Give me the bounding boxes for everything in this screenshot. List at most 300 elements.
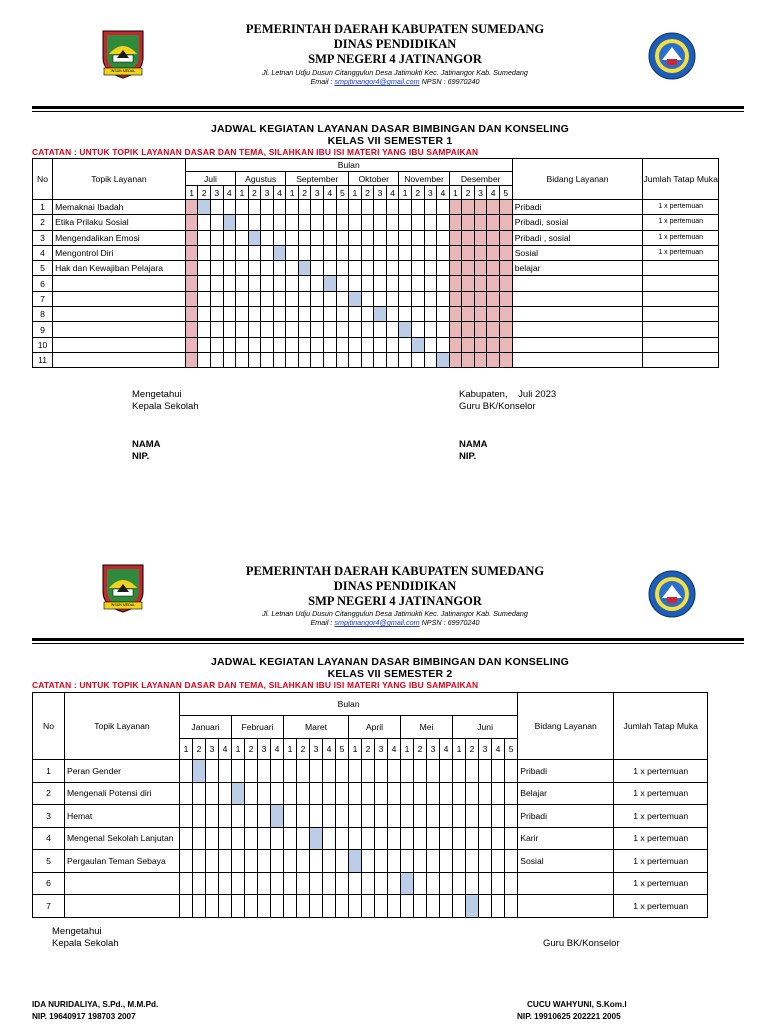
schedule-cell <box>401 805 414 828</box>
row-bidang: Sosial <box>518 850 614 873</box>
week-number: 3 <box>310 739 323 760</box>
row-jumlah: 1 x pertemuan <box>643 230 719 245</box>
month-header: Februari <box>232 716 284 739</box>
schedule-cell <box>474 215 487 230</box>
schedule-cell <box>388 872 401 895</box>
schedule-cell <box>185 230 198 245</box>
schedule-cell <box>361 322 374 337</box>
row-jumlah: 1 x pertemuan <box>614 782 708 805</box>
week-number: 1 <box>180 739 193 760</box>
schedule-cell <box>399 276 412 291</box>
schedule-cell <box>324 322 337 337</box>
schedule-cell <box>399 352 412 367</box>
schedule-cell <box>411 200 424 215</box>
schedule-cell <box>180 805 193 828</box>
row-number: 10 <box>33 337 53 352</box>
row-number: 7 <box>33 291 53 306</box>
email-link[interactable]: smpjtinangor4@gmail.com <box>334 77 420 86</box>
email-link-2[interactable]: smpjtinangor4@gmail.com <box>334 618 420 627</box>
table-row <box>33 291 719 306</box>
schedule-cell <box>492 760 505 783</box>
schedule-cell <box>248 276 261 291</box>
npsn: NPSN : 69970240 <box>421 77 480 86</box>
schedule-cell <box>210 337 223 352</box>
row-bidang <box>518 872 614 895</box>
schedule-cell <box>236 200 249 215</box>
table-row <box>33 805 708 828</box>
schedule-cell <box>505 805 518 828</box>
schedule-cell <box>427 805 440 828</box>
schedule-cell <box>298 322 311 337</box>
table-row <box>33 782 708 805</box>
week-number: 4 <box>323 739 336 760</box>
schedule-cell <box>245 850 258 873</box>
schedule-cell <box>361 200 374 215</box>
schedule-cell <box>185 291 198 306</box>
schedule-cell <box>273 245 286 260</box>
schedule-cell <box>324 245 337 260</box>
schedule-cell <box>298 230 311 245</box>
schedule-cell <box>427 872 440 895</box>
row-jumlah: 1 x pertemuan <box>614 760 708 783</box>
schedule-cell <box>466 895 479 918</box>
table-row <box>33 895 708 918</box>
schedule-cell <box>232 895 245 918</box>
week-number: 4 <box>388 739 401 760</box>
schedule-cell <box>311 322 324 337</box>
schedule-cell <box>311 352 324 367</box>
schedule-cell <box>324 276 337 291</box>
schedule-cell <box>474 322 487 337</box>
row-bidang: Pribadi <box>518 760 614 783</box>
schedule-cell <box>349 827 362 850</box>
s2-sign-right-nip: NIP. 19910625 202221 2005 <box>517 1012 621 1021</box>
header-department: DINAS PENDIDIKAN <box>333 37 457 51</box>
schedule-cell <box>411 261 424 276</box>
schedule-cell <box>437 352 450 367</box>
schedule-cell <box>375 782 388 805</box>
schedule-cell <box>185 245 198 260</box>
s1-sign-left-nip: NIP. <box>132 451 150 462</box>
schedule-cell <box>474 276 487 291</box>
schedule-cell <box>223 322 236 337</box>
row-topic <box>53 337 186 352</box>
schedule-cell <box>437 291 450 306</box>
schedule-cell <box>258 827 271 850</box>
week-number: 4 <box>324 186 337 200</box>
schedule-cell <box>414 850 427 873</box>
schedule-cell <box>440 895 453 918</box>
s2-sign-left-nip: NIP. 19640917 198703 2007 <box>32 1012 136 1021</box>
schedule-cell <box>185 215 198 230</box>
schedule-cell <box>462 215 475 230</box>
schedule-cell <box>223 352 236 367</box>
schedule-cell <box>297 895 310 918</box>
schedule-cell <box>245 782 258 805</box>
schedule-cell <box>349 215 362 230</box>
row-bidang: belajar <box>512 261 643 276</box>
schedule-cell <box>273 307 286 322</box>
week-number: 2 <box>198 186 211 200</box>
row-number: 11 <box>33 352 53 367</box>
row-topic: Mengenali Potensi diri <box>65 782 180 805</box>
col-bulan-header: Bulan <box>185 159 512 172</box>
schedule-cell <box>487 230 500 245</box>
schedule-cell <box>399 245 412 260</box>
week-number: 3 <box>474 186 487 200</box>
schedule-cell <box>499 276 512 291</box>
s1-sign-right-1: Kabupaten, Juli 2023 <box>459 389 557 400</box>
week-number: 2 <box>361 186 374 200</box>
schedule-cell <box>424 245 437 260</box>
schedule-cell <box>311 337 324 352</box>
schedule-cell <box>248 200 261 215</box>
schedule-cell <box>386 200 399 215</box>
row-bidang <box>512 322 643 337</box>
schedule-cell <box>487 291 500 306</box>
row-bidang <box>512 276 643 291</box>
schedule-cell <box>466 782 479 805</box>
week-number: 2 <box>193 739 206 760</box>
col-topic-header: Topik Layanan <box>53 159 186 200</box>
schedule-cell <box>427 827 440 850</box>
schedule-cell <box>361 307 374 322</box>
schedule-cell <box>349 200 362 215</box>
schedule-cell <box>349 230 362 245</box>
schedule-cell <box>479 895 492 918</box>
schedule-cell <box>324 352 337 367</box>
schedule-cell <box>185 352 198 367</box>
row-bidang: Pribadi <box>512 200 643 215</box>
schedule-cell <box>449 261 462 276</box>
schedule-cell <box>310 827 323 850</box>
week-number: 2 <box>462 186 475 200</box>
col-bulan-header: Bulan <box>180 693 518 716</box>
row-jumlah <box>643 291 719 306</box>
schedule-cell <box>492 827 505 850</box>
schedule-cell <box>210 230 223 245</box>
schedule-cell <box>248 291 261 306</box>
schedule-cell <box>232 827 245 850</box>
schedule-cell <box>424 276 437 291</box>
schedule-cell <box>206 805 219 828</box>
schedule-cell <box>198 245 211 260</box>
table-row <box>33 215 719 230</box>
schedule-cell <box>284 872 297 895</box>
schedule-cell <box>349 261 362 276</box>
schedule-cell <box>284 827 297 850</box>
schedule-cell <box>336 895 349 918</box>
schedule-cell <box>273 200 286 215</box>
row-jumlah: 1 x pertemuan <box>614 872 708 895</box>
row-bidang: Pribadi , sosial <box>512 230 643 245</box>
schedule-cell <box>219 827 232 850</box>
schedule-cell <box>374 215 387 230</box>
s2-sign-left-name: IDA NURIDALIYA, S.Pd., M.M.Pd. <box>32 1000 159 1009</box>
schedule-cell <box>298 245 311 260</box>
schedule-cell <box>474 200 487 215</box>
schedule-cell <box>349 760 362 783</box>
schedule-cell <box>399 230 412 245</box>
schedule-cell <box>401 850 414 873</box>
schedule-cell <box>462 322 475 337</box>
schedule-cell <box>311 291 324 306</box>
row-jumlah <box>643 322 719 337</box>
schedule-cell <box>286 245 299 260</box>
s1-sign-right-2: Guru BK/Konselor <box>459 401 536 412</box>
schedule-cell <box>374 307 387 322</box>
schedule-cell <box>499 307 512 322</box>
schedule-cell <box>462 276 475 291</box>
schedule-cell <box>466 872 479 895</box>
row-topic: Hemat <box>65 805 180 828</box>
schedule-cell <box>499 291 512 306</box>
schedule-cell <box>449 200 462 215</box>
schedule-cell <box>487 337 500 352</box>
schedule-cell <box>349 872 362 895</box>
schedule-cell <box>310 850 323 873</box>
schedule-cell <box>324 291 337 306</box>
header-school: SMP NEGERI 4 JATINANGOR <box>308 52 482 66</box>
schedule-cell <box>185 261 198 276</box>
schedule-cell <box>361 337 374 352</box>
schedule-cell <box>374 352 387 367</box>
schedule-cell <box>375 872 388 895</box>
schedule-cell <box>336 245 349 260</box>
s1-sign-left-2: Kepala Sekolah <box>132 401 199 412</box>
schedule-cell <box>336 276 349 291</box>
schedule-cell <box>232 805 245 828</box>
schedule-cell <box>424 322 437 337</box>
week-number: 3 <box>375 739 388 760</box>
schedule-cell <box>487 276 500 291</box>
row-number: 3 <box>33 230 53 245</box>
week-number: 4 <box>223 186 236 200</box>
schedule-cell <box>374 337 387 352</box>
section2-subtitle: KELAS VII SEMESTER 2 <box>327 668 453 680</box>
schedule-cell <box>236 352 249 367</box>
row-topic: Mengontrol Diri <box>53 245 186 260</box>
week-number: 1 <box>236 186 249 200</box>
row-bidang: Sosial <box>512 245 643 260</box>
week-number: 2 <box>297 739 310 760</box>
schedule-cell <box>336 352 349 367</box>
npsn-2: NPSN : 69970240 <box>421 618 480 627</box>
week-number: 3 <box>427 739 440 760</box>
row-bidang <box>512 337 643 352</box>
table-row <box>33 200 719 215</box>
row-jumlah: 1 x pertemuan <box>643 245 719 260</box>
header2-contact <box>150 618 640 628</box>
schedule-cell <box>362 760 375 783</box>
schedule-cell <box>258 805 271 828</box>
schedule-cell <box>232 760 245 783</box>
schedule-cell <box>271 850 284 873</box>
schedule-cell <box>180 760 193 783</box>
header2-address: Jl. Letnan Udju Dusun Citanggulun Desa Jatimukti Kec. Jatinangor Kab. Sumedang <box>262 609 528 618</box>
row-topic <box>53 322 186 337</box>
row-topic: Mengenal Sekolah Lanjutan <box>65 827 180 850</box>
week-number: 3 <box>479 739 492 760</box>
schedule-cell <box>336 322 349 337</box>
schedule-cell <box>492 895 505 918</box>
schedule-cell <box>349 322 362 337</box>
schedule-cell <box>271 782 284 805</box>
week-number: 1 <box>349 739 362 760</box>
schedule-cell <box>248 322 261 337</box>
week-number: 1 <box>399 186 412 200</box>
schedule-cell <box>399 200 412 215</box>
schedule-cell <box>375 895 388 918</box>
schedule-cell <box>236 291 249 306</box>
schedule-cell <box>479 827 492 850</box>
schedule-cell <box>223 307 236 322</box>
row-number: 1 <box>33 200 53 215</box>
schedule-cell <box>232 782 245 805</box>
schedule-cell <box>449 352 462 367</box>
schedule-cell <box>310 805 323 828</box>
schedule-cell <box>261 200 274 215</box>
schedule-cell <box>449 307 462 322</box>
week-number: 4 <box>437 186 450 200</box>
schedule-cell <box>198 307 211 322</box>
schedule-cell <box>386 276 399 291</box>
schedule-cell <box>449 245 462 260</box>
schedule-cell <box>180 850 193 873</box>
schedule-cell <box>487 322 500 337</box>
schedule-cell <box>374 200 387 215</box>
schedule-cell <box>210 276 223 291</box>
schedule-cell <box>492 805 505 828</box>
schedule-cell <box>286 337 299 352</box>
schedule-cell <box>323 895 336 918</box>
schedule-cell <box>349 337 362 352</box>
table-row <box>33 245 719 260</box>
schedule-cell <box>453 872 466 895</box>
schedule-cell <box>401 760 414 783</box>
schedule-cell <box>374 291 387 306</box>
table-row <box>33 322 719 337</box>
schedule-cell <box>474 261 487 276</box>
schedule-cell <box>297 827 310 850</box>
schedule-cell <box>361 352 374 367</box>
schedule-cell <box>311 200 324 215</box>
schedule-cell <box>479 872 492 895</box>
schedule-cell <box>180 782 193 805</box>
schedule-cell <box>210 291 223 306</box>
schedule-cell <box>210 200 223 215</box>
schedule-cell <box>206 872 219 895</box>
schedule-cell <box>386 352 399 367</box>
schedule-cell <box>440 850 453 873</box>
schedule-cell <box>479 805 492 828</box>
schedule-table-semester1 <box>32 158 719 368</box>
schedule-cell <box>414 872 427 895</box>
schedule-cell <box>223 261 236 276</box>
row-bidang <box>512 291 643 306</box>
row-number: 7 <box>33 895 65 918</box>
schedule-cell <box>206 895 219 918</box>
schedule-cell <box>411 291 424 306</box>
schedule-cell <box>453 850 466 873</box>
schedule-cell <box>210 215 223 230</box>
schedule-cell <box>311 307 324 322</box>
schedule-cell <box>193 850 206 873</box>
row-number: 1 <box>33 760 65 783</box>
schedule-cell <box>232 850 245 873</box>
schedule-cell <box>271 760 284 783</box>
schedule-cell <box>437 337 450 352</box>
schedule-cell <box>248 230 261 245</box>
schedule-cell <box>324 261 337 276</box>
schedule-cell <box>210 352 223 367</box>
col-jumlah-header: Jumlah Tatap Muka <box>614 693 708 760</box>
schedule-cell <box>273 352 286 367</box>
row-topic: Pergaulan Teman Sebaya <box>65 850 180 873</box>
row-bidang: Karir <box>518 827 614 850</box>
schedule-cell <box>361 215 374 230</box>
schedule-cell <box>440 805 453 828</box>
schedule-cell <box>362 850 375 873</box>
schedule-cell <box>261 352 274 367</box>
table-row <box>33 276 719 291</box>
week-number: 3 <box>261 186 274 200</box>
schedule-cell <box>453 805 466 828</box>
schedule-cell <box>349 805 362 828</box>
schedule-cell <box>487 245 500 260</box>
schedule-cell <box>248 352 261 367</box>
schedule-table-semester2 <box>32 692 708 918</box>
schedule-cell <box>505 850 518 873</box>
schedule-cell <box>271 805 284 828</box>
schedule-cell <box>411 230 424 245</box>
schedule-cell <box>466 827 479 850</box>
school-logo <box>648 32 696 80</box>
schedule-cell <box>261 337 274 352</box>
kabupaten-logo <box>100 28 146 80</box>
schedule-cell <box>401 827 414 850</box>
schedule-cell <box>223 215 236 230</box>
schedule-cell <box>487 215 500 230</box>
month-header: Januari <box>180 716 232 739</box>
schedule-cell <box>361 291 374 306</box>
schedule-cell <box>374 322 387 337</box>
schedule-cell <box>440 872 453 895</box>
schedule-cell <box>361 276 374 291</box>
header2-school: SMP NEGERI 4 JATINANGOR <box>308 594 482 608</box>
row-number: 5 <box>33 850 65 873</box>
row-topic <box>53 291 186 306</box>
schedule-cell <box>375 827 388 850</box>
schedule-cell <box>223 337 236 352</box>
row-topic <box>53 352 186 367</box>
row-topic <box>53 276 186 291</box>
schedule-cell <box>271 895 284 918</box>
row-jumlah: 1 x pertemuan <box>614 827 708 850</box>
table-row <box>33 872 708 895</box>
schedule-cell <box>427 782 440 805</box>
schedule-cell <box>437 261 450 276</box>
row-jumlah: 1 x pertemuan <box>614 895 708 918</box>
schedule-cell <box>286 291 299 306</box>
month-header: Oktober <box>349 172 399 186</box>
col-bidang-header: Bidang Layanan <box>512 159 643 200</box>
schedule-cell <box>210 322 223 337</box>
email-label-2: Email : <box>310 618 333 627</box>
header-rule-thick <box>32 106 744 109</box>
logo-motto: INSUN MEDAL <box>110 69 136 73</box>
schedule-cell <box>210 245 223 260</box>
